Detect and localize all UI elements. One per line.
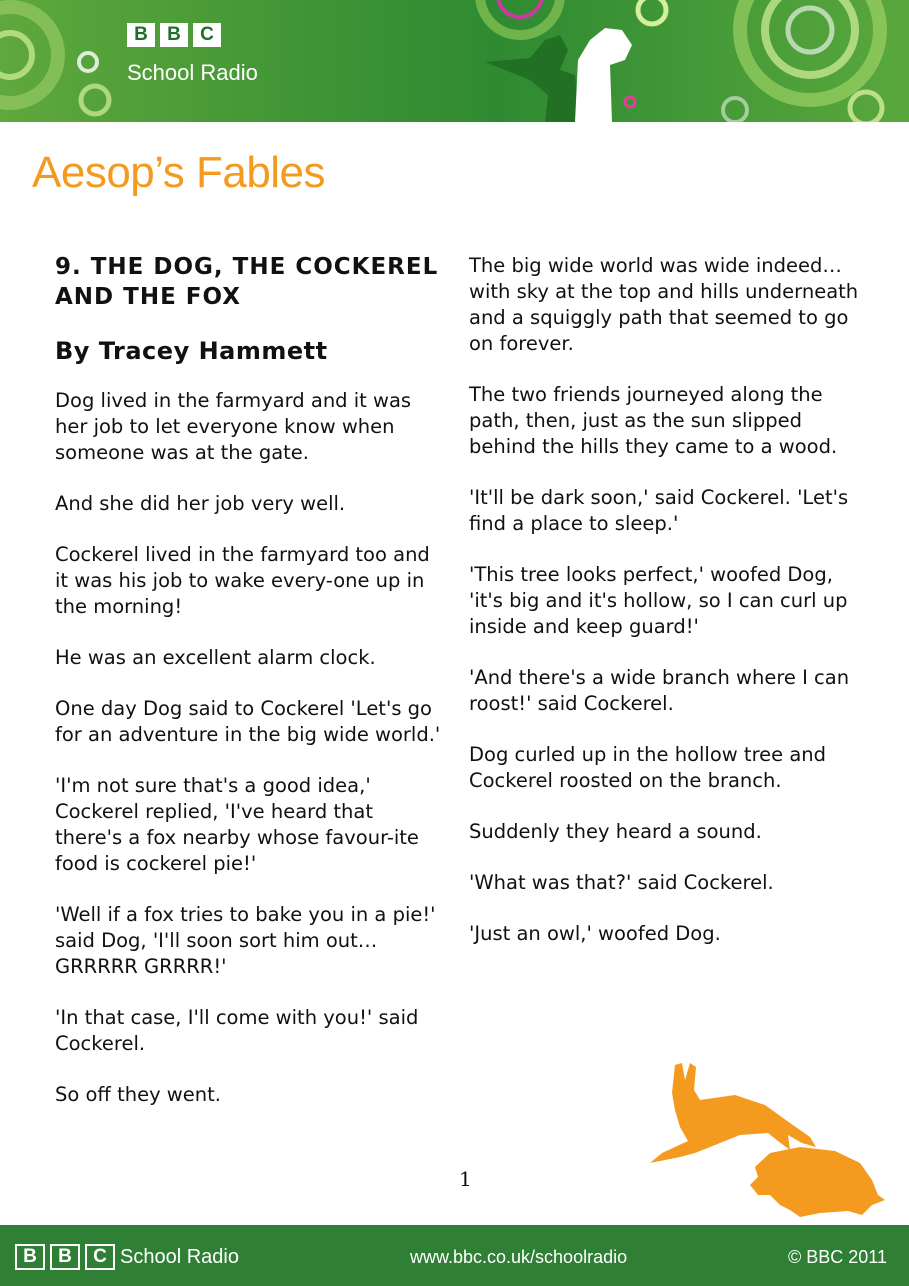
paragraph: Suddenly they heard a sound. <box>469 820 762 843</box>
right-column <box>469 253 869 972</box>
story-title: 9. THE DOG, THE COCKEREL AND THE FOX <box>55 254 439 310</box>
left-column <box>55 252 445 1133</box>
bbc-logo-block: B <box>160 23 188 47</box>
bbc-logo-block: C <box>193 23 221 47</box>
paragraph: The big wide world was wide indeed…with sky at the top and hills underneath and a squiggly path that seemed to go on forever. <box>469 254 859 355</box>
page-footer <box>0 1225 909 1286</box>
bbc-logo-block: B <box>50 1244 80 1270</box>
page-header <box>0 0 909 122</box>
paragraph: Dog lived in the farmyard and it was her job to let everyone know when someone was at the gate. <box>55 389 412 464</box>
hare-and-tortoise-illustration <box>640 1055 890 1220</box>
paragraph: The two friends journeyed along the path, then, just as the sun slipped behind the hills they came to a wood. <box>469 383 838 458</box>
footer-bbc-logo <box>15 1244 115 1270</box>
bbc-logo-block: C <box>85 1244 115 1270</box>
paragraph: 'Just an owl,' woofed Dog. <box>469 922 721 945</box>
footer-copyright: © BBC 2011 <box>788 1247 887 1267</box>
paragraph: One day Dog said to Cockerel 'Let's go for an adventure in the big wide world.' <box>55 697 441 746</box>
tortoise-silhouette <box>750 1147 885 1217</box>
paragraph: 'What was that?' said Cockerel. <box>469 871 774 894</box>
paragraph: 'In that case, I'll come with you!' said Cockerel. <box>55 1006 419 1055</box>
bbc-logo-block: B <box>127 23 155 47</box>
footer-subtitle: School Radio <box>120 1246 239 1268</box>
paragraph: Dog curled up in the hollow tree and Cockerel roosted on the branch. <box>469 743 827 792</box>
story-author: By Tracey Hammett <box>55 337 328 365</box>
bbc-logo <box>127 23 221 47</box>
paragraph: He was an excellent alarm clock. <box>55 646 376 669</box>
page-number: 1 <box>459 1167 472 1191</box>
paragraph: 'This tree looks perfect,' woofed Dog, 'it's big and it's hollow, so I can curl up inside and keep guard!' <box>469 563 848 638</box>
paragraph: And she did her job very well. <box>55 492 346 515</box>
header-subtitle: School Radio <box>127 60 258 85</box>
footer-url[interactable]: www.bbc.co.uk/schoolradio <box>410 1247 628 1267</box>
hare-silhouette <box>650 1063 816 1163</box>
paragraph: 'I'm not sure that's a good idea,' Cockerel replied, 'I've heard that there's a fox nearby whose favour-ite food is cockerel pie!' <box>55 774 419 875</box>
series-title: Aesop’s Fables <box>32 148 326 197</box>
paragraph: Cockerel lived in the farmyard too and it was his job to wake every-one up in the morning! <box>55 543 430 618</box>
paragraph: 'It'll be dark soon,' said Cockerel. 'Let's find a place to sleep.' <box>469 486 849 535</box>
children-silhouette <box>485 28 632 122</box>
bbc-logo-block: B <box>15 1244 45 1270</box>
paragraph: 'Well if a fox tries to bake you in a pie!' said Dog, 'I'll soon sort him out…GRRRRR GRRRR!' <box>55 903 436 978</box>
paragraph: 'And there's a wide branch where I can roost!' said Cockerel. <box>469 666 850 715</box>
paragraph: So off they went. <box>55 1083 221 1106</box>
